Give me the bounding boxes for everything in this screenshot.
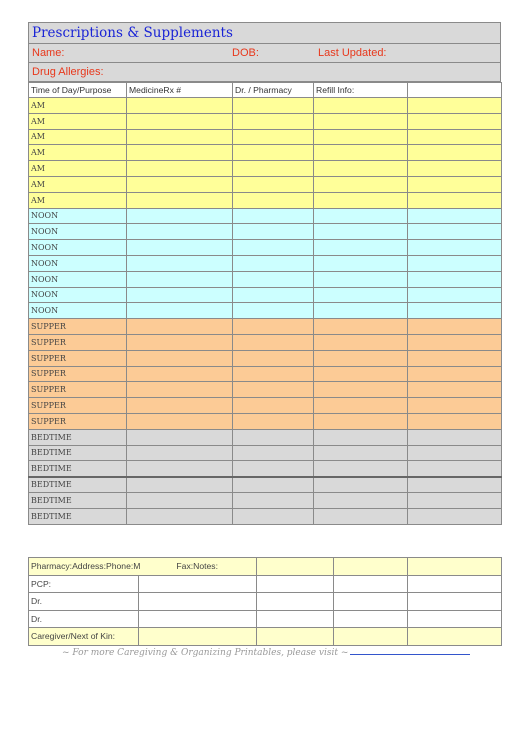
table-row xyxy=(29,508,502,524)
entry-cell[interactable] xyxy=(233,508,314,524)
time-of-day-cell: SUPPER xyxy=(29,319,127,335)
contact-entry-cell[interactable] xyxy=(334,610,408,628)
table-row xyxy=(29,382,502,398)
entry-cell[interactable] xyxy=(127,192,233,208)
entry-cell[interactable] xyxy=(127,398,233,414)
entry-cell[interactable] xyxy=(408,334,502,350)
entry-cell[interactable] xyxy=(314,461,408,477)
entry-cell[interactable] xyxy=(314,350,408,366)
time-of-day-cell: BEDTIME xyxy=(29,477,127,493)
table-row xyxy=(29,145,502,161)
entry-cell[interactable] xyxy=(408,382,502,398)
prescription-sheet xyxy=(28,22,501,525)
entry-cell[interactable] xyxy=(408,303,502,319)
footer-text: ~ For more Caregiving & Organizing Printables, please visit ~ xyxy=(62,648,349,658)
time-of-day-cell: BEDTIME xyxy=(29,508,127,524)
time-of-day-cell: BEDTIME xyxy=(29,492,127,508)
contact-entry-cell[interactable] xyxy=(139,575,257,593)
table-row xyxy=(29,255,502,271)
entry-cell[interactable] xyxy=(127,429,233,445)
table-row xyxy=(29,98,502,114)
entry-cell[interactable] xyxy=(233,98,314,114)
entry-cell[interactable] xyxy=(127,287,233,303)
entry-cell[interactable] xyxy=(314,477,408,493)
entry-cell[interactable] xyxy=(314,319,408,335)
time-of-day-cell: AM xyxy=(29,161,127,177)
contacts-section xyxy=(28,557,501,646)
entry-cell[interactable] xyxy=(408,98,502,114)
entry-cell[interactable] xyxy=(233,461,314,477)
entry-cell[interactable] xyxy=(127,208,233,224)
entry-cell[interactable] xyxy=(233,176,314,192)
time-of-day-cell: BEDTIME xyxy=(29,445,127,461)
entry-cell[interactable] xyxy=(314,98,408,114)
entry-cell[interactable] xyxy=(408,287,502,303)
entry-cell[interactable] xyxy=(408,366,502,382)
time-of-day-cell: SUPPER xyxy=(29,350,127,366)
contact-label-cell: Caregiver/Next of Kin: xyxy=(29,628,139,646)
table-row xyxy=(29,461,502,477)
entry-cell[interactable] xyxy=(408,240,502,256)
contact-entry-cell[interactable] xyxy=(408,575,502,593)
time-of-day-cell: AM xyxy=(29,176,127,192)
entry-cell[interactable] xyxy=(233,366,314,382)
time-of-day-cell: NOON xyxy=(29,224,127,240)
entry-cell[interactable] xyxy=(127,240,233,256)
column-header xyxy=(408,83,502,98)
entry-cell[interactable] xyxy=(233,240,314,256)
table-row xyxy=(29,413,502,429)
entry-cell[interactable] xyxy=(127,334,233,350)
contact-entry-cell[interactable] xyxy=(139,593,257,611)
entry-cell[interactable] xyxy=(127,477,233,493)
entry-cell[interactable] xyxy=(314,113,408,129)
contact-row xyxy=(29,575,502,593)
contact-entry-cell[interactable] xyxy=(257,628,334,646)
entry-cell[interactable] xyxy=(233,129,314,145)
entry-cell[interactable] xyxy=(233,145,314,161)
entry-cell[interactable] xyxy=(408,508,502,524)
entry-cell[interactable] xyxy=(314,224,408,240)
entry-cell[interactable] xyxy=(408,129,502,145)
entry-cell[interactable] xyxy=(127,445,233,461)
entry-cell[interactable] xyxy=(233,350,314,366)
entry-cell[interactable] xyxy=(233,271,314,287)
column-header-medicine: Medicine xyxy=(129,85,164,95)
medication-table xyxy=(28,82,502,525)
entry-cell[interactable] xyxy=(408,398,502,414)
contact-entry-cell[interactable] xyxy=(139,628,257,646)
allergies-row xyxy=(28,63,501,82)
table-row xyxy=(29,161,502,177)
contact-entry-cell[interactable] xyxy=(257,593,334,611)
time-of-day-cell: SUPPER xyxy=(29,413,127,429)
entry-cell[interactable] xyxy=(314,208,408,224)
time-of-day-cell: SUPPER xyxy=(29,334,127,350)
table-row xyxy=(29,350,502,366)
entry-cell[interactable] xyxy=(127,508,233,524)
table-row xyxy=(29,477,502,493)
entry-cell[interactable] xyxy=(408,271,502,287)
table-row xyxy=(29,129,502,145)
notes-label: Notes: xyxy=(193,561,218,572)
contact-entry-cell[interactable] xyxy=(408,593,502,611)
entry-cell[interactable] xyxy=(233,413,314,429)
entry-cell[interactable] xyxy=(314,508,408,524)
table-row xyxy=(29,492,502,508)
table-row xyxy=(29,303,502,319)
contact-entry-cell[interactable] xyxy=(334,593,408,611)
contact-row xyxy=(29,628,502,646)
entry-cell[interactable] xyxy=(408,445,502,461)
table-row xyxy=(29,366,502,382)
table-row xyxy=(29,224,502,240)
m-label: M xyxy=(133,561,141,572)
entry-cell[interactable] xyxy=(127,255,233,271)
table-row xyxy=(29,287,502,303)
contact-entry-cell[interactable] xyxy=(139,610,257,628)
entry-cell[interactable] xyxy=(314,145,408,161)
entry-cell[interactable] xyxy=(127,161,233,177)
contact-entry-cell[interactable] xyxy=(408,628,502,646)
table-row xyxy=(29,208,502,224)
entry-cell[interactable] xyxy=(233,224,314,240)
time-of-day-cell: BEDTIME xyxy=(29,461,127,477)
time-of-day-cell: NOON xyxy=(29,208,127,224)
entry-cell[interactable] xyxy=(408,492,502,508)
entry-cell[interactable] xyxy=(127,224,233,240)
table-row xyxy=(29,271,502,287)
entry-cell[interactable] xyxy=(408,319,502,335)
time-of-day-cell: NOON xyxy=(29,287,127,303)
time-of-day-cell: AM xyxy=(29,145,127,161)
entry-cell[interactable] xyxy=(408,113,502,129)
dob-label: DOB: xyxy=(232,47,259,59)
entry-cell[interactable] xyxy=(314,303,408,319)
table-row xyxy=(29,429,502,445)
entry-cell[interactable] xyxy=(233,161,314,177)
contacts-header-row xyxy=(29,558,502,576)
entry-cell[interactable] xyxy=(127,129,233,145)
entry-cell[interactable] xyxy=(314,161,408,177)
entry-cell[interactable] xyxy=(233,319,314,335)
entry-cell[interactable] xyxy=(314,192,408,208)
time-of-day-cell: SUPPER xyxy=(29,366,127,382)
contacts-header xyxy=(29,558,257,576)
medication-table-header xyxy=(29,83,502,98)
entry-cell[interactable] xyxy=(233,208,314,224)
entry-cell[interactable] xyxy=(408,461,502,477)
time-of-day-cell: AM xyxy=(29,129,127,145)
contact-label-cell: Dr. xyxy=(29,610,139,628)
footer-note xyxy=(62,645,470,658)
time-of-day-cell: SUPPER xyxy=(29,398,127,414)
contact-entry-cell[interactable] xyxy=(257,575,334,593)
entry-cell[interactable] xyxy=(127,271,233,287)
entry-cell[interactable] xyxy=(314,240,408,256)
entry-cell[interactable] xyxy=(314,429,408,445)
time-of-day-cell: NOON xyxy=(29,255,127,271)
entry-cell[interactable] xyxy=(233,303,314,319)
time-of-day-cell: SUPPER xyxy=(29,382,127,398)
allergies-label: Drug Allergies: xyxy=(32,66,104,78)
contact-row xyxy=(29,593,502,611)
name-label: Name: xyxy=(32,47,65,59)
entry-cell[interactable] xyxy=(408,350,502,366)
entry-cell[interactable] xyxy=(408,429,502,445)
entry-cell[interactable] xyxy=(127,461,233,477)
entry-cell[interactable] xyxy=(408,413,502,429)
time-of-day-cell: NOON xyxy=(29,271,127,287)
entry-cell[interactable] xyxy=(314,129,408,145)
time-of-day-cell: NOON xyxy=(29,303,127,319)
contact-entry-cell[interactable] xyxy=(334,628,408,646)
contact-entry-cell[interactable] xyxy=(257,610,334,628)
table-row xyxy=(29,113,502,129)
contact-entry-cell[interactable] xyxy=(334,575,408,593)
entry-cell[interactable] xyxy=(314,445,408,461)
contact-entry-cell[interactable] xyxy=(408,610,502,628)
entry-cell[interactable] xyxy=(314,287,408,303)
time-of-day-cell: AM xyxy=(29,113,127,129)
entry-cell[interactable] xyxy=(127,113,233,129)
footer-link-line[interactable] xyxy=(350,645,470,655)
entry-cell[interactable] xyxy=(233,113,314,129)
entry-cell[interactable] xyxy=(233,398,314,414)
table-row xyxy=(29,334,502,350)
table-row xyxy=(29,445,502,461)
entry-cell[interactable] xyxy=(233,445,314,461)
entry-cell[interactable] xyxy=(233,477,314,493)
entry-cell[interactable] xyxy=(233,192,314,208)
entry-cell[interactable] xyxy=(127,145,233,161)
entry-cell[interactable] xyxy=(127,303,233,319)
table-row xyxy=(29,319,502,335)
contact-label-cell: PCP: xyxy=(29,575,139,593)
column-header: Refill Info: xyxy=(314,83,408,98)
pharmacy-label: Pharmacy: xyxy=(31,561,73,572)
entry-cell[interactable] xyxy=(127,176,233,192)
entry-cell[interactable] xyxy=(127,98,233,114)
entry-cell[interactable] xyxy=(233,492,314,508)
table-row xyxy=(29,398,502,414)
column-header-rx: Rx # xyxy=(163,85,182,95)
entry-cell[interactable] xyxy=(408,176,502,192)
contact-label-cell: Dr. xyxy=(29,593,139,611)
contacts-table xyxy=(28,557,502,646)
phone-label: Phone: xyxy=(106,561,134,572)
patient-info-row xyxy=(28,44,501,63)
entry-cell[interactable] xyxy=(408,477,502,493)
table-row xyxy=(29,192,502,208)
entry-cell[interactable] xyxy=(127,382,233,398)
time-of-day-cell: AM xyxy=(29,98,127,114)
table-row xyxy=(29,176,502,192)
entry-cell[interactable] xyxy=(314,271,408,287)
column-header: Dr. / Pharmacy xyxy=(233,83,314,98)
entry-cell[interactable] xyxy=(314,382,408,398)
entry-cell[interactable] xyxy=(408,208,502,224)
entry-cell[interactable] xyxy=(408,145,502,161)
time-of-day-cell: NOON xyxy=(29,240,127,256)
address-label: Address: xyxy=(72,561,106,572)
fax-label: Fax: xyxy=(176,561,194,572)
column-header: Time of Day/Purpose xyxy=(29,83,127,98)
time-of-day-cell: BEDTIME xyxy=(29,429,127,445)
entry-cell[interactable] xyxy=(127,366,233,382)
entry-cell[interactable] xyxy=(127,350,233,366)
entry-cell[interactable] xyxy=(314,366,408,382)
entry-cell[interactable] xyxy=(314,334,408,350)
time-of-day-cell: AM xyxy=(29,192,127,208)
entry-cell[interactable] xyxy=(233,287,314,303)
table-row xyxy=(29,240,502,256)
entry-cell[interactable] xyxy=(314,176,408,192)
entry-cell[interactable] xyxy=(233,255,314,271)
entry-cell[interactable] xyxy=(314,398,408,414)
entry-cell[interactable] xyxy=(408,255,502,271)
entry-cell[interactable] xyxy=(408,224,502,240)
entry-cell[interactable] xyxy=(233,382,314,398)
page-title: Prescriptions & Supplements xyxy=(28,22,501,44)
entry-cell[interactable] xyxy=(127,319,233,335)
entry-cell[interactable] xyxy=(233,334,314,350)
entry-cell[interactable] xyxy=(127,413,233,429)
column-header xyxy=(127,83,233,98)
entry-cell[interactable] xyxy=(314,255,408,271)
entry-cell[interactable] xyxy=(408,161,502,177)
entry-cell[interactable] xyxy=(314,492,408,508)
entry-cell[interactable] xyxy=(233,429,314,445)
contact-row xyxy=(29,610,502,628)
entry-cell[interactable] xyxy=(314,413,408,429)
entry-cell[interactable] xyxy=(408,192,502,208)
entry-cell[interactable] xyxy=(127,492,233,508)
last-updated-label: Last Updated: xyxy=(318,47,387,59)
